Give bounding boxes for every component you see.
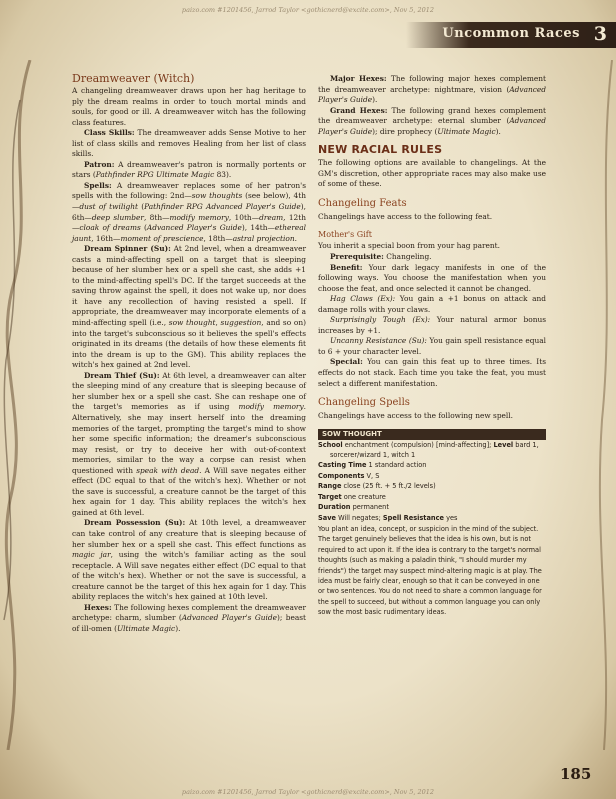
spell-components: Components V, S xyxy=(318,471,380,480)
patron-paragraph: Patron: A dreamweaver's patron is normally portents or stars (Pathfinder RPG Ultimate Magic 83). xyxy=(72,159,306,180)
dream-thief-paragraph: Dream Thief (Su): At 6th level, a dreamweaver can alter the sleeping mind of any creature that is sleeping because of her slumber hex or a spell she cast. She can reshape one of the target's memories as if using modify memory. Alternatively, she may insert herself into the dreaming memories of the target, prompting the target's mind to show her some specific information; the dreamer's subconscious may resist, or try to deceive her with out-of-context memories, similar to the way a corpse can resist when questioned with speak with dead. A Will save negates either effect (DC equal to that of the witch's hex). Whether or not the save is successful, a creature cannot be the target of this hex again for 1 day. This ability replaces the witch's hex gained at 6th level. xyxy=(72,370,306,517)
racial-rules-intro: The following options are available to changelings. At the GM's discretion, other appropriate races may also make use of some of these. xyxy=(318,158,546,189)
left-vine-ornament xyxy=(0,60,38,750)
page-number: 185 xyxy=(560,765,592,783)
spell-duration: Duration permanent xyxy=(318,503,389,512)
right-column xyxy=(318,74,546,618)
chapter-title: Uncommon Races xyxy=(442,26,580,41)
spells-heading: Changeling Spells xyxy=(318,397,410,409)
watermark-bottom: paizo.com #1201456, Jarrod Taylor <gothicnerd@excite.com>, Nov 5, 2012 xyxy=(181,788,435,796)
watermark-top: paizo.com #1201456, Jarrod Taylor <gothicnerd@excite.com>, Nov 5, 2012 xyxy=(181,6,435,14)
archetype-intro: A changeling dreamweaver draws upon her hag heritage to ply the dream realms in order to touch mortal minds and souls, for good or ill. A dreamweaver witch has the following class features. xyxy=(72,86,306,127)
class-skills-paragraph: Class Skills: The dreamweaver adds Sense Motive to her list of class skills and removes Healing from her list of class skills. xyxy=(72,128,306,159)
left-column xyxy=(72,72,306,634)
chapter-number: 3 xyxy=(593,23,607,45)
chapter-header xyxy=(406,22,616,48)
spell-range: Range close (25 ft. + 5 ft./2 levels) xyxy=(318,482,436,491)
feats-intro: Changelings have access to the following feat. xyxy=(318,211,493,221)
spell-description: You plant an idea, concept, or suspicion in the mind of the subject. The target genuinely believes that the idea is his own, but is not required to act upon it. If the idea is contrary to the target's normal thoughts (such as making a paladin think, "I should murder my friends") the target may suspect mind-altering magic is at play. The idea must be fairly clear, enough so that it can be conveyed in one or two sentences. You do not need to share a common language for the spell to succeed, but without a common language you can only sow the most basic rudimentary ideas. xyxy=(318,524,542,617)
feats-heading: Changeling Feats xyxy=(318,197,407,209)
spell-title-bar: SOW THOUGHT xyxy=(318,429,546,440)
feat-benefit: Benefit: Your dark legacy manifests in one of the following ways. You choose the manifestation when you choose the feat, and once selected it cannot be changed. xyxy=(318,262,546,293)
hexes-paragraph: Hexes: The following hexes complement the dreamweaver archetype: charm, slumber (Advanced Player's Guide); beast of ill-omen (Ultimate Magic). xyxy=(72,602,306,633)
feat-uncanny-resistance: Uncanny Resistance (Su): You gain spell resistance equal to 6 + your character level. xyxy=(318,336,547,356)
racial-rules-heading: NEW RACIAL RULES xyxy=(318,143,443,157)
spell-save: Save Will negates; Spell Resistance yes xyxy=(318,513,458,522)
spell-statblock xyxy=(318,440,546,618)
spell-school-line: School enchantment (compulsion) [mind-affecting]; Level bard 1, xyxy=(318,440,539,449)
archetype-heading: Dreamweaver (Witch) xyxy=(72,72,195,85)
feat-prerequisite: Prerequisite: Changeling. xyxy=(330,252,432,262)
grand-hexes-paragraph: Grand Hexes: The following grand hexes complement the dreamweaver archetype: eternal slumber (Advanced Player's Guide); dire prophecy (Ultimate Magic). xyxy=(318,105,546,136)
spells-paragraph: Spells: A dreamweaver replaces some of her patron's spells with the following: 2nd—sow thoughts (see below), 4th—dust of twilight (Pathfinder RPG Advanced Player's Guide), 6th—deep slumber, 8th—modify memory, 10th—dream, 12th—cloak of dreams (Advanced Player's Guide), 14th—ethereal jaunt, 16th—moment of prescience, 18th—astral projection. xyxy=(72,180,307,243)
feat-hag-claws: Hag Claws (Ex): You gain a +1 bonus on attack and damage rolls with your claws. xyxy=(318,294,546,314)
spell-target: Target one creature xyxy=(318,492,386,501)
feat-special: Special: You can gain this feat up to three times. Its effects do not stack. Each time you take the feat, you must select a different manifestation. xyxy=(318,357,546,388)
feat-description: You inherit a special boon from your hag parent. xyxy=(318,241,500,251)
feat-name: Mother's Gift xyxy=(318,230,372,240)
feat-surprisingly-tough: Surprisingly Tough (Ex): Your natural armor bonus increases by +1. xyxy=(318,315,547,335)
right-vine-ornament xyxy=(594,60,616,750)
dream-possession-paragraph: Dream Possession (Su): At 10th level, a dreamweaver can take control of any creature that is sleeping because of her slumber hex or a spell she cast. This effect functions as magic jar, using the witch's familiar acting as the soul receptacle. A Will save negates either effect (DC equal to that of the witch's hex). Whether or not the save is successful, a creature cannot be the target of this hex again for 1 day. This ability replaces the witch's hex gained at 10th level. xyxy=(72,518,306,602)
spells-intro: Changelings have access to the following new spell. xyxy=(318,411,514,421)
dream-spinner-paragraph: Dream Spinner (Su): At 2nd level, when a dreamweaver casts a mind-affecting spell on a target that is sleeping because of her slumber hex or a spell she cast, she adds +1 to the mind-affecting spell's DC. If the target succeeds at the saving throw against the spell, it does not wake up, nor does it have any recollection of having resisted a spell. If appropriate, the dreamweaver may incorporate elements of a mind-affecting spell (i.e., sow thought, suggestion, and so on) into the target's subconscious so it believes the spell's effects originated in its dreams (the details of how these elements fit into the dream is up to the GM). This ability replaces the witch's hex gained at 2nd level. xyxy=(72,244,306,370)
major-hexes-paragraph: Major Hexes: The following major hexes complement the dreamweaver archetype: nightmare, vision (Advanced Player's Guide). xyxy=(318,74,546,105)
spell-level-continued: sorcerer/wizard 1, witch 1 xyxy=(330,451,416,460)
spell-casting-time: Casting Time 1 standard action xyxy=(318,461,427,470)
